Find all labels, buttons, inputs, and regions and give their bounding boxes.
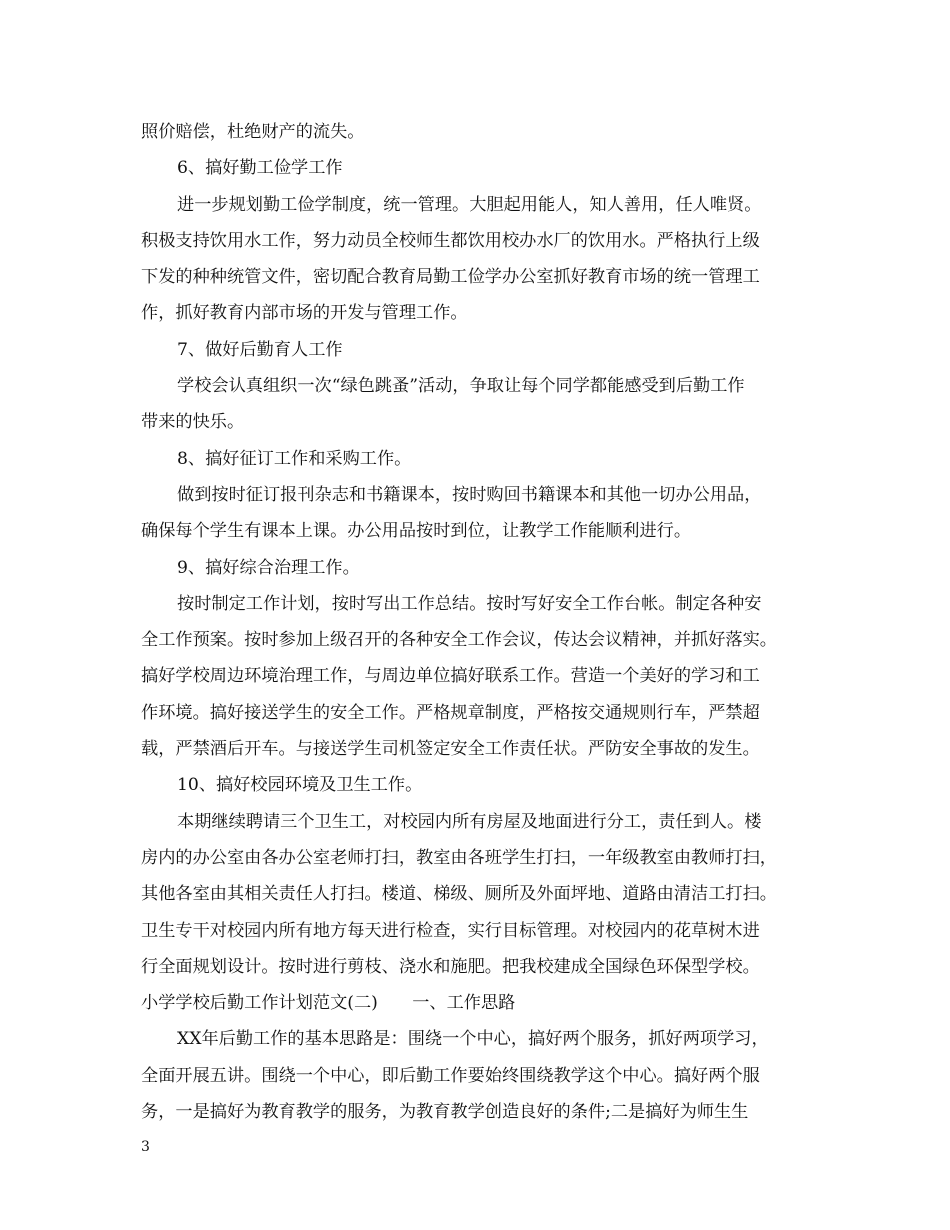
text-line: 作，抓好教育内部市场的开发与管理工作。 <box>141 303 468 324</box>
paragraph-line: 做到按时征订报刊杂志和书籍课本，按时购回书籍课本和其他一切办公用品， <box>177 484 762 505</box>
paragraph-line: XX年后勤工作的基本思路是：围绕一个中心，搞好两个服务，抓好两项学习， <box>177 1029 769 1050</box>
section-heading: 9、搞好综合治理工作。 <box>177 557 360 578</box>
paragraph-line: 进一步规划勤工俭学制度，统一管理。大胆起用能人，知人善用，任人唯贤。 <box>177 194 762 215</box>
text-line: 卫生专干对校园内所有地方每天进行检查，实行目标管理。对校园内的花草树木进 <box>141 920 760 941</box>
text-line: 载，严禁酒后开车。与接送学生司机签定安全工作责任状。严防安全事故的发生。 <box>141 739 760 760</box>
text-line: 全工作预案。按时参加上级召开的各种安全工作会议，传达会议精神，并抓好落实。 <box>141 630 777 651</box>
paragraph-line: 本期继续聘请三个卫生工，对校园内所有房屋及地面进行分工，责任到人。楼 <box>177 811 762 832</box>
text-line: 下发的种种统管文件，密切配合教育局勤工俭学办公室抓好教育市场的统一管理工 <box>141 267 760 288</box>
page-number: 3 <box>141 1139 150 1155</box>
section-heading: 7、做好后勤育人工作 <box>177 339 343 360</box>
paragraph-line: 按时制定工作计划，按时写出工作总结。按时写好安全工作台帐。制定各种安 <box>177 593 762 614</box>
section-heading: 10、搞好校园环境及卫生工作。 <box>177 775 423 796</box>
text-line: 行全面规划设计。按时进行剪枝、浇水和施肥。把我校建成全国绿色环保型学校。 <box>141 956 760 977</box>
text-line: 积极支持饮用水工作，努力动员全校师生都饮用校办水厂的饮用水。严格执行上级 <box>141 230 760 251</box>
section-heading: 6、搞好勤工俭学工作 <box>177 158 343 179</box>
text-line: 房内的办公室由各办公室老师打扫，教室由各班学生打扫，一年级教室由教师打扫， <box>141 847 777 868</box>
section-heading: 8、搞好征订工作和采购工作。 <box>177 448 412 469</box>
paragraph-line: 学校会认真组织一次“绿色跳蚤”活动，争取让每个同学都能感受到后勤工作 <box>177 376 745 397</box>
text-line: 作环境。搞好接送学生的安全工作。严格规章制度，严格按交通规则行车，严禁超 <box>141 702 760 723</box>
text-line: 搞好学校周边环境治理工作，与周边单位搞好联系工作。营造一个美好的学习和工 <box>141 666 760 687</box>
text-line: 务，一是搞好为教育教学的服务，为教育教学创造良好的条件;二是搞好为师生生 <box>141 1102 749 1123</box>
text-line: 带来的快乐。 <box>141 412 245 433</box>
text-line: 照价赔偿，杜绝财产的流失。 <box>141 122 365 142</box>
document-body <box>141 114 831 1130</box>
text-line: 全面开展五讲。围绕一个中心，即后勤工作要始终围绕教学这个中心。搞好两个服 <box>141 1065 760 1086</box>
text-line: 确保每个学生有课本上课。办公用品按时到位，让教学工作能顺利进行。 <box>141 521 692 542</box>
document-subtitle: 小学学校后勤工作计划范文(二) 一、工作思路 <box>141 993 516 1014</box>
text-line: 其他各室由其相关责任人打扫。楼道、梯级、厕所及外面坪地、道路由清洁工打扫。 <box>141 884 777 905</box>
